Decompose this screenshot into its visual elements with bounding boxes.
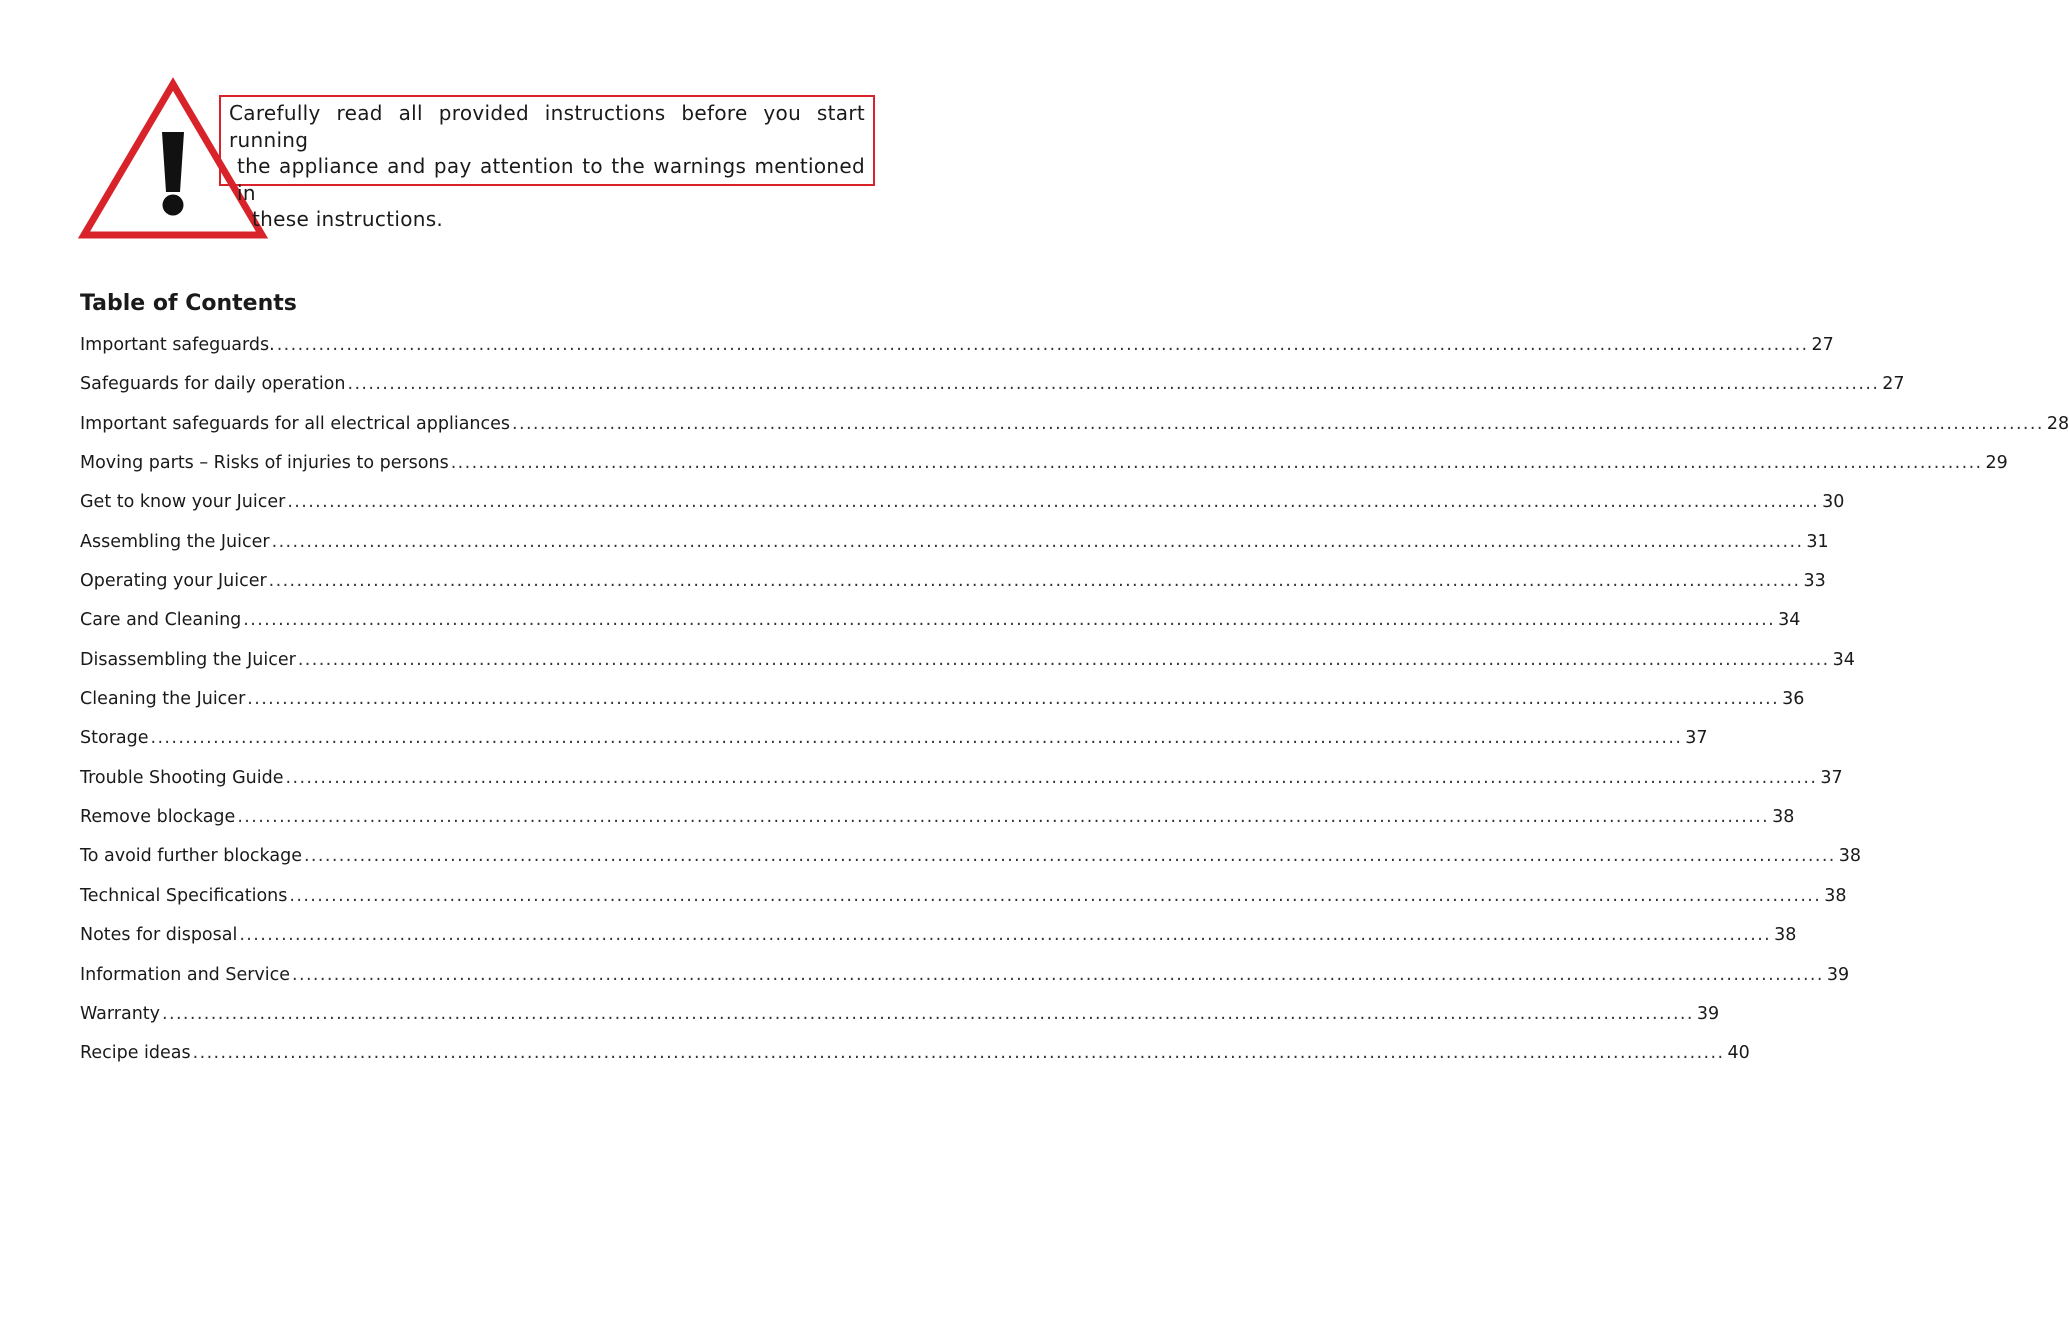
toc-entry-page: 31 (1806, 531, 1829, 552)
toc-entry[interactable] (80, 449, 2008, 488)
toc-entry[interactable] (80, 331, 1834, 370)
toc-entry-label: Warranty (80, 1003, 161, 1024)
toc-entry-page: 38 (1772, 807, 1795, 828)
toc-entry-page: 39 (1826, 964, 1850, 985)
toc-entry-page: 34 (1832, 649, 1855, 670)
toc-leader-dots: ............................................................................................................................................................................................................................ (247, 689, 1780, 710)
toc-entry[interactable] (80, 1000, 1720, 1039)
toc-leader-dots: ............................................................................................................................................................................................................................ (285, 767, 1818, 788)
warning-text-line: the appliance and pay attention to the warnings mentioned in (237, 154, 865, 205)
warning-text-line: these instructions. (252, 207, 444, 231)
toc-leader-dots: ............................................................................................................................................................................................................................ (268, 571, 1801, 592)
toc-leader-dots: ............................................................................................................................................................................................................................ (512, 413, 2044, 434)
toc-entry-page: 39 (1696, 1003, 1720, 1024)
toc-leader-dots: ............................................................................................................................................................................................................................ (243, 610, 1776, 631)
toc-leader-dots: ............................................................................................................................................................................................................................ (192, 1043, 1725, 1064)
toc-entry-label: Safeguards for daily operation (80, 374, 346, 395)
toc-entry-label: Information and Service (80, 964, 291, 985)
warning-notice (219, 95, 875, 231)
toc-entry-page: 30 (1822, 492, 1845, 513)
toc-entry-label: Operating your Juicer (80, 571, 267, 592)
toc-entry[interactable] (80, 724, 1708, 763)
toc-entry-page: 28 (2046, 413, 2069, 434)
toc-entry[interactable] (80, 921, 1797, 960)
toc-leader-dots: ............................................................................................................................................................................................................................ (287, 492, 1820, 513)
toc-leader-dots: ............................................................................................................................................................................................................................ (289, 885, 1822, 906)
toc-leader-dots: ............................................................................................................................................................................................................................ (450, 453, 1983, 474)
toc-entry[interactable] (80, 370, 1905, 409)
toc-entry-label: Moving parts – Risks of injuries to persons (80, 453, 449, 474)
toc-entry-label: Cleaning the Juicer (80, 689, 246, 710)
toc-entry[interactable] (80, 410, 2069, 449)
toc-entry-page: 37 (1685, 728, 1708, 749)
toc-entry-label: Notes for disposal (80, 925, 238, 946)
toc-entry[interactable] (80, 961, 1850, 1000)
toc-leader-dots: ............................................................................................................................................................................................................................ (303, 846, 1836, 867)
toc-entry-page: 38 (1774, 925, 1797, 946)
toc-entry-page: 29 (1985, 453, 2008, 474)
toc-leader-dots: ............................................................................................................................................................................................................................ (276, 335, 1809, 355)
toc-leader-dots: ............................................................................................................................................................................................................................ (271, 531, 1804, 552)
toc-entry[interactable] (80, 1039, 1750, 1078)
toc-entry[interactable] (80, 606, 1801, 645)
toc-entry[interactable] (80, 764, 1843, 803)
toc-entry-label: Important safeguards for all electrical appliances (80, 413, 511, 434)
toc-leader-dots: ............................................................................................................................................................................................................................ (239, 925, 1772, 946)
toc-entry-label: Technical Specifications (80, 885, 288, 906)
toc-leader-dots: ............................................................................................................................................................................................................................ (347, 374, 1880, 395)
toc-entry[interactable] (80, 685, 1805, 724)
toc-entry-label: Care and Cleaning (80, 610, 242, 631)
toc-entry[interactable] (80, 646, 1855, 685)
toc-entry-label: Get to know your Juicer (80, 492, 286, 513)
toc-entry[interactable] (80, 488, 1845, 527)
toc-entry-page: 37 (1820, 767, 1843, 788)
toc-leader-dots: ............................................................................................................................................................................................................................ (150, 728, 1683, 749)
toc-entry[interactable] (80, 528, 1829, 567)
toc-entry-label: Storage (80, 728, 149, 749)
toc-entry[interactable] (80, 567, 1826, 606)
toc-entry-label: To avoid further blockage (80, 846, 302, 867)
toc-entry[interactable] (80, 882, 1847, 921)
warning-text-line: Carefully read all provided instructions before you start running (229, 101, 865, 152)
toc-entry-label: Disassembling the Juicer (80, 649, 296, 670)
toc-entry-label: Trouble Shooting Guide (80, 767, 284, 788)
toc-entry-page: 34 (1778, 610, 1801, 631)
toc-entry-label: Remove blockage (80, 807, 236, 828)
toc-entry-label: Recipe ideas (80, 1043, 191, 1064)
toc-list (80, 331, 2069, 1079)
toc-leader-dots: ............................................................................................................................................................................................................................ (162, 1003, 1694, 1024)
toc-entry-page: 27 (1882, 374, 1905, 395)
toc-entry-page: 27 (1811, 335, 1834, 355)
toc-title: Table of Contents (80, 291, 297, 316)
toc-entry-page: 33 (1803, 571, 1826, 592)
toc-entry-page: 38 (1838, 846, 1862, 867)
toc-entry-page: 38 (1824, 885, 1847, 906)
toc-entry-label: Assembling the Juicer (80, 531, 270, 552)
toc-leader-dots: ............................................................................................................................................................................................................................ (237, 807, 1770, 828)
toc-entry[interactable] (80, 803, 1795, 842)
toc-entry[interactable] (80, 842, 1862, 881)
toc-entry-page: 36 (1782, 689, 1805, 710)
toc-leader-dots: ............................................................................................................................................................................................................................ (292, 964, 1824, 985)
toc-leader-dots: ............................................................................................................................................................................................................................ (297, 649, 1830, 670)
toc-entry-label: Important safeguards. (80, 335, 275, 355)
toc-entry-page: 40 (1727, 1043, 1750, 1064)
